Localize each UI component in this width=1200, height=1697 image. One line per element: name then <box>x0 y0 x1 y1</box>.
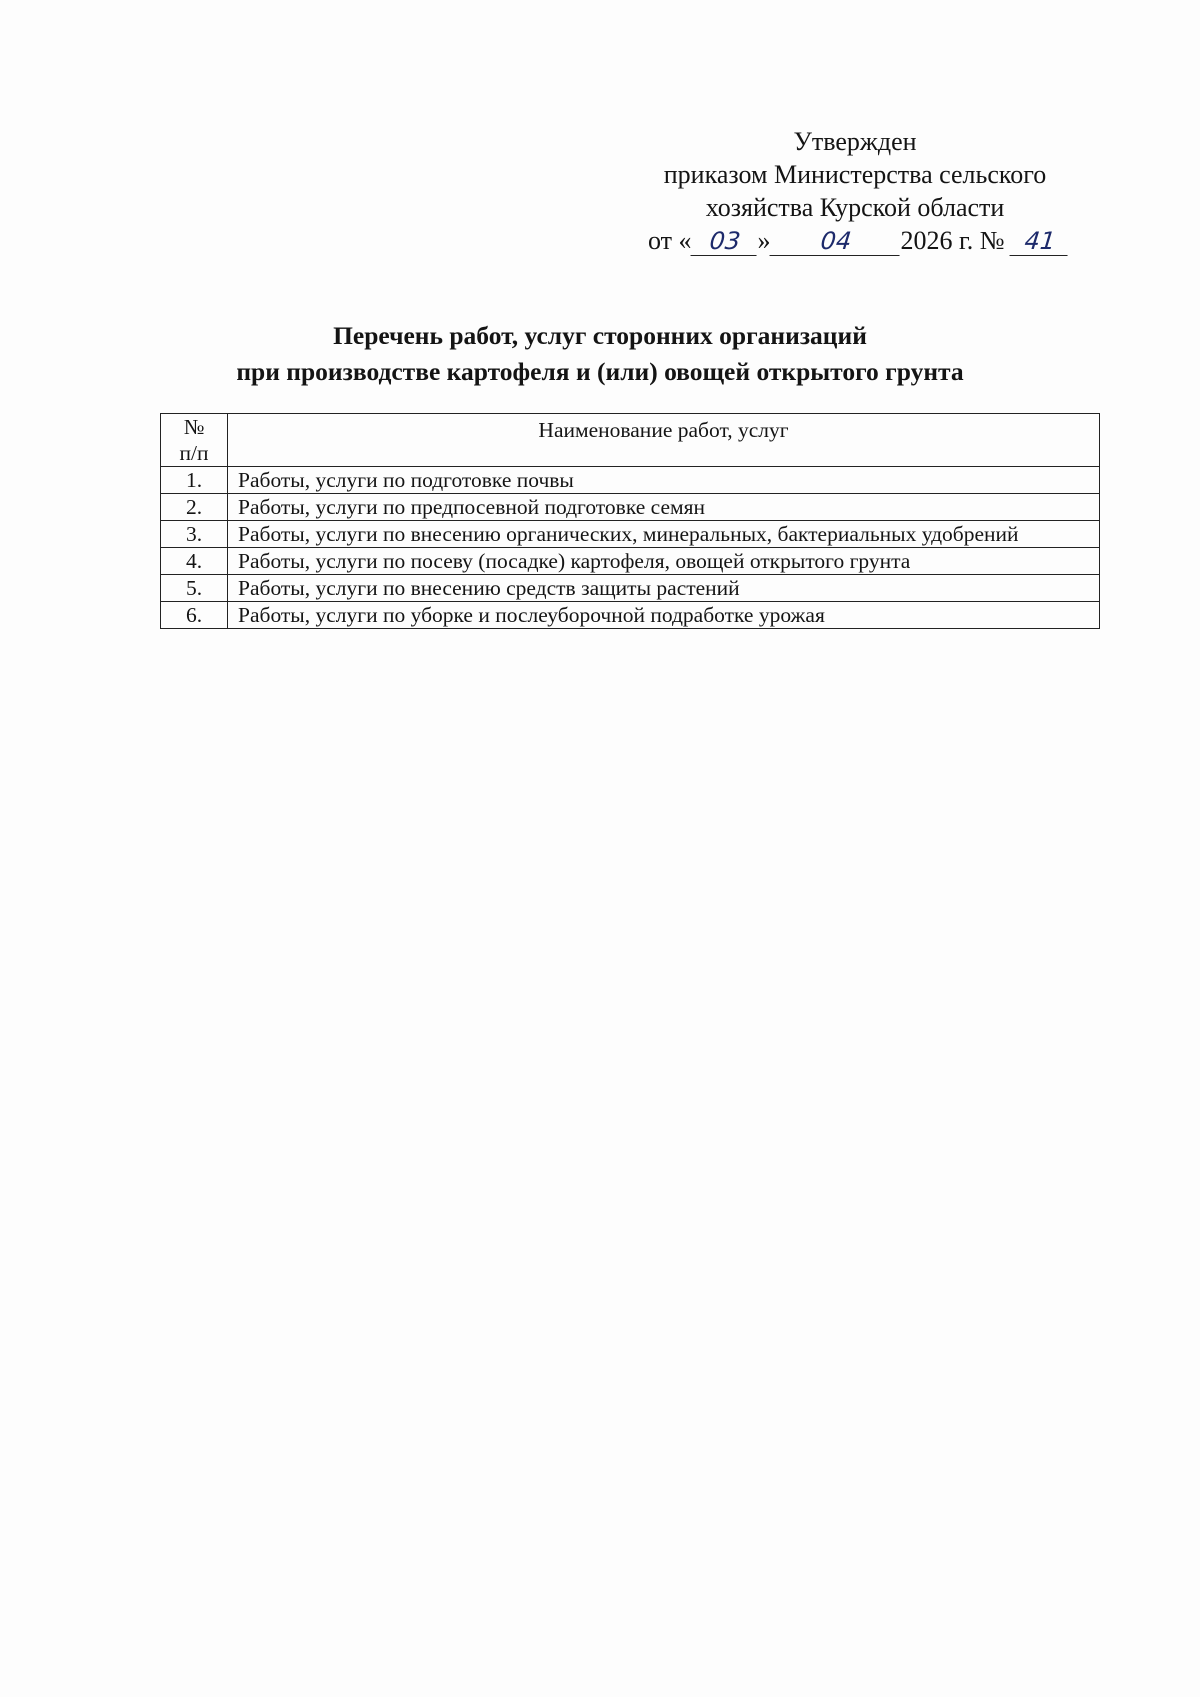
table-row <box>161 548 1100 575</box>
row-work-name: Работы, услуги по внесению органических, минеральных, бактериальных удобрений <box>228 521 1100 548</box>
table-row <box>161 575 1100 602</box>
row-number: 4. <box>161 548 228 575</box>
row-work-name: Работы, услуги по посеву (посадке) картофеля, овощей открытого грунта <box>228 548 1100 575</box>
works-table <box>160 413 1100 629</box>
handwritten-month: 04 <box>769 227 902 256</box>
approval-date-line <box>648 224 1070 257</box>
table-row <box>161 494 1100 521</box>
header-number-symbol: № <box>183 415 205 439</box>
header-number <box>161 414 228 467</box>
document-title <box>140 318 1060 390</box>
row-number: 5. <box>161 575 228 602</box>
row-number: 6. <box>161 602 228 629</box>
year-and-number-label: 2026 г. № <box>900 226 1005 255</box>
row-number: 3. <box>161 521 228 548</box>
approval-line-3: хозяйства Курской области <box>705 193 1005 222</box>
table-row <box>161 602 1100 629</box>
header-number-pp: п/п <box>179 441 209 465</box>
table-row <box>161 521 1100 548</box>
approval-line-2: приказом Министерства сельского <box>663 160 1047 189</box>
handwritten-order-number: 41 <box>1010 227 1071 256</box>
approval-block <box>640 125 1070 257</box>
row-number: 1. <box>161 467 228 494</box>
table-header-row <box>161 414 1100 467</box>
row-number: 2. <box>161 494 228 521</box>
date-prefix: от « <box>648 226 692 255</box>
row-work-name: Работы, услуги по предпосевной подготовке семян <box>228 494 1100 521</box>
header-name: Наименование работ, услуг <box>228 414 1100 467</box>
table-body <box>161 467 1100 629</box>
title-line-2: при производстве картофеля и (или) овощей открытого грунта <box>236 357 964 386</box>
handwritten-day: 03 <box>690 227 759 256</box>
date-day-close: » <box>757 226 771 255</box>
row-work-name: Работы, услуги по уборке и послеуборочной подработке урожая <box>228 602 1100 629</box>
row-work-name: Работы, услуги по внесению средств защиты растений <box>228 575 1100 602</box>
title-line-1: Перечень работ, услуг сторонних организаций <box>333 321 867 350</box>
table-row <box>161 467 1100 494</box>
approval-line-1: Утвержден <box>793 127 917 156</box>
row-work-name: Работы, услуги по подготовке почвы <box>228 467 1100 494</box>
